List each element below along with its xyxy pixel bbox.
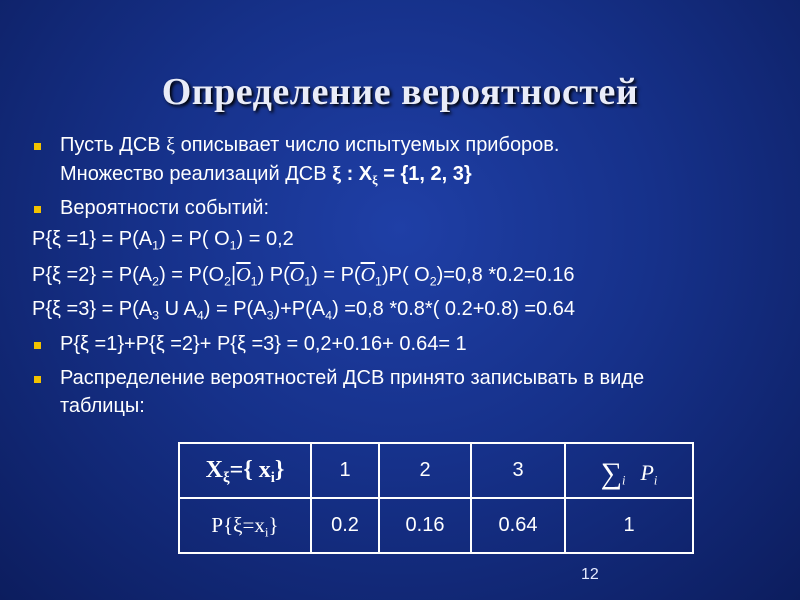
- complement-o1-b: $\overline{O}$: [289, 264, 305, 286]
- sum-cell: $\sum_i$ $P_i$: [565, 443, 693, 498]
- slide-title: Определение вероятностей: [161, 71, 639, 113]
- formula-line-1: $P\{\xi =1\} = P(A_1) = P$( $O_1) = 0,2$: [32, 228, 294, 253]
- sum-icon: ∑: [600, 456, 623, 490]
- formula-line-2: $P\{\xi =2\} = P(A_2) = P(O_2|\overline{O}_1) P(\overline{O}_1) = P(\overline{O}_1)P$( $O_2)=0,8$ *0.2=0.16: [32, 264, 575, 289]
- bullet-4-text-line-2: таблицы:: [60, 395, 145, 417]
- complement-o1: $\overline{O}$: [236, 264, 251, 286]
- page-number: 12: [581, 566, 599, 583]
- complement-o1-c: $\overline{O}$: [360, 264, 376, 286]
- bullet-1: [34, 143, 41, 150]
- bullet-2: [34, 206, 41, 213]
- table-row: [179, 498, 693, 553]
- table-cell: 3: [471, 443, 565, 498]
- bullet-4-text-line-1: Распределение вероятностей ДСВ принято записывать в виде: [60, 367, 645, 389]
- table-header-cell: $X_\xi=${ $x_i$}: [179, 443, 311, 498]
- table-cell: 0.64: [471, 498, 565, 553]
- table-row: [179, 443, 693, 498]
- table-cell: 0.16: [379, 498, 471, 553]
- table-header-cell: $P\{\xi=x_i\}$: [179, 498, 311, 553]
- distribution-table: [178, 442, 694, 554]
- bullet-1-text-line-1: Пусть ДСВ ξ описывает число испытуемых приборов.: [60, 134, 560, 156]
- table-cell: 1: [565, 498, 693, 553]
- bullet-3: [34, 342, 41, 349]
- table-cell: 0.2: [311, 498, 379, 553]
- bullet-4: [34, 376, 41, 383]
- formula-line-3: $P\{\xi =3\} = P(A_3$ U $A_4) = P(A_3)+P(A_4) =0,8$ *0.8*( 0.2+0.8) =0.64: [32, 298, 576, 323]
- bullet-2-text: Вероятности событий:: [60, 197, 269, 219]
- table-cell: 1: [311, 443, 379, 498]
- bullet-3-text: P{ξ =1}+P{ξ =2}+ P{ξ =3} = 0,2+0.16+ 0.64= 1: [60, 333, 467, 355]
- table-cell: 2: [379, 443, 471, 498]
- bullet-1-text-line-2: Множество реализаций ДСВ ξ : $X_\xi = \{1$, 2, 3}: [60, 163, 472, 188]
